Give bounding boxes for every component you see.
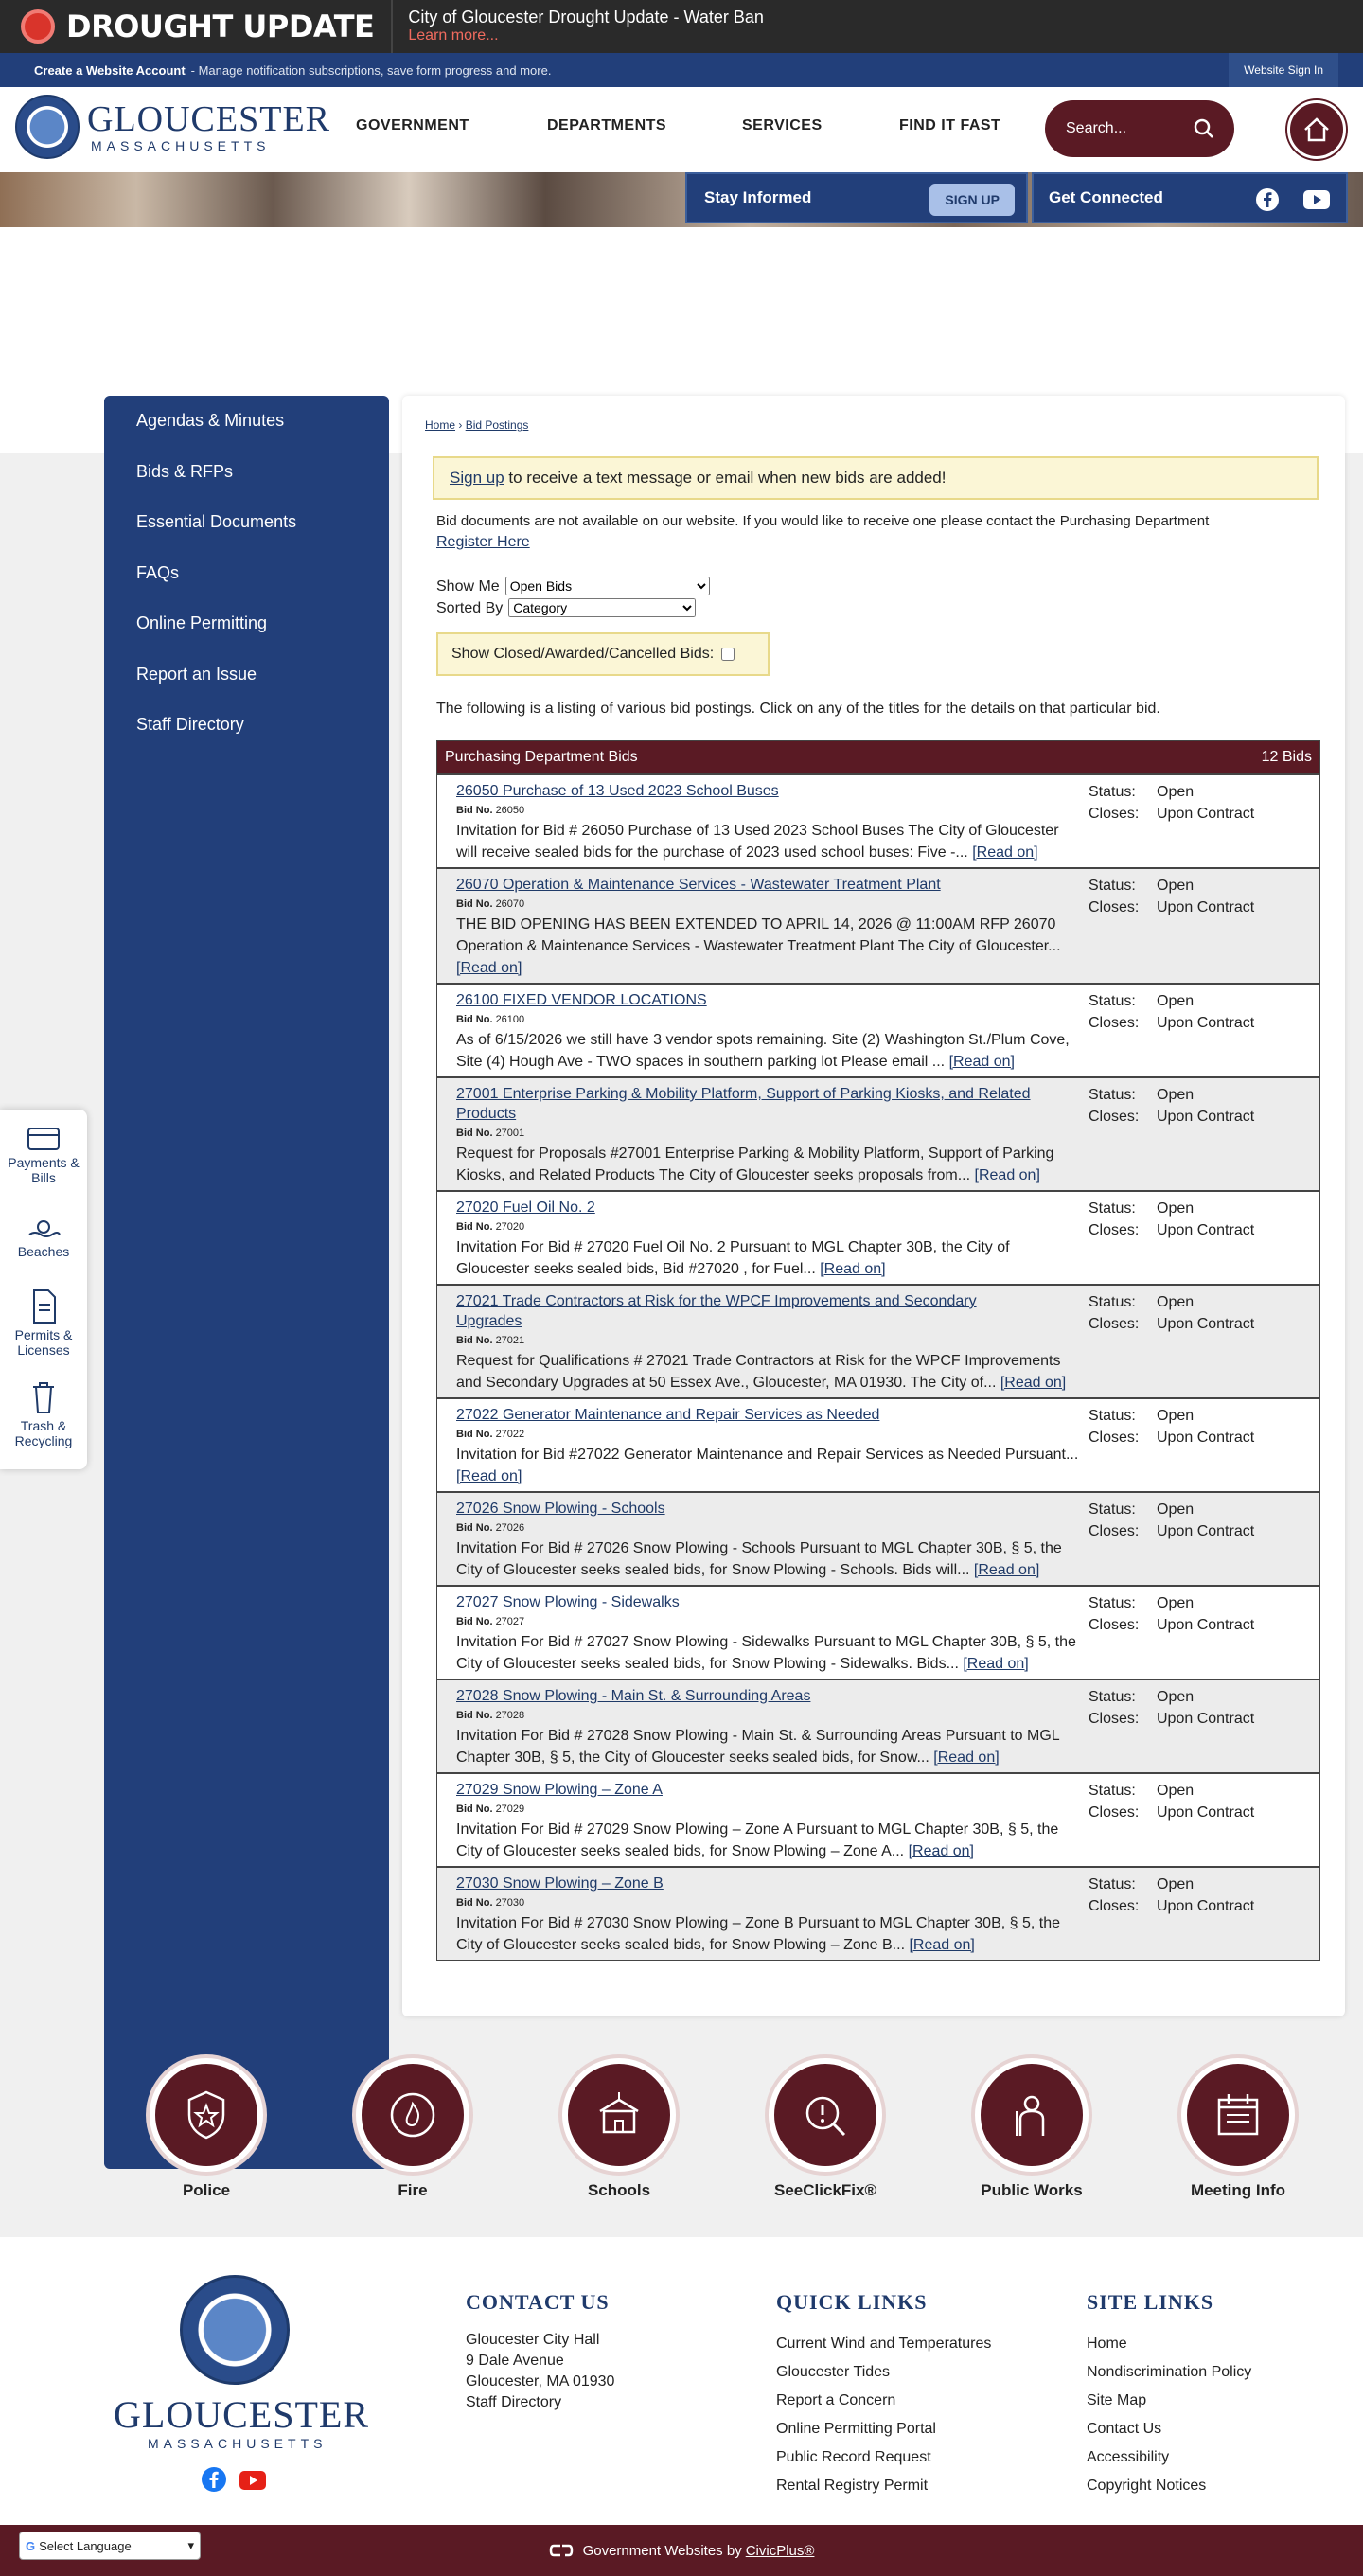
bid-title-link[interactable]: 27028 Snow Plowing - Main St. & Surrounding Areas xyxy=(456,1688,811,1704)
sorted-by-label: Sorted By xyxy=(436,600,504,616)
bid-number: Bid No. 27021 xyxy=(456,1335,525,1346)
trash-recycling-link[interactable] xyxy=(0,1378,87,1448)
bid-row xyxy=(437,1284,1319,1397)
beach-icon xyxy=(26,1214,62,1242)
account-bar xyxy=(0,53,1363,87)
bid-title-link[interactable]: 26070 Operation & Maintenance Services - Wastewater Treatment Plant xyxy=(456,877,941,893)
read-on-link[interactable]: [Read on] xyxy=(974,1167,1040,1183)
bid-number: Bid No. 27029 xyxy=(456,1803,525,1815)
chevron-down-icon: ▾ xyxy=(187,2538,194,2552)
city-seal-logo[interactable] xyxy=(15,95,80,159)
documents-note-text: Bid documents are not available on our website. If you would like to receive one please contact the Purchasing Department xyxy=(436,513,1210,529)
contact-line: Gloucester City Hall xyxy=(466,2332,600,2348)
public-works-label[interactable]: Public Works xyxy=(981,2181,1083,2199)
bid-row xyxy=(437,1076,1319,1190)
bid-number: Bid No. 27027 xyxy=(456,1616,525,1627)
bid-description: Invitation For Bid # 27027 Snow Plowing - Sidewalks Pursuant to MGL Chapter 30B, § 5, the City of Gloucester seeks sealed bids, for Snow Plowing - Sidewalks. Bids... [Read on] xyxy=(456,1634,1076,1672)
permits-licenses-label: Permits & Licenses xyxy=(14,1327,73,1358)
sidebar-nav xyxy=(104,396,389,2169)
show-closed-checkbox[interactable] xyxy=(721,648,735,661)
bid-description: Invitation For Bid # 27029 Snow Plowing – Zone A Pursuant to MGL Chapter 30B, § 5, the City of Gloucester seeks sealed bids, for Snow Plowing – Zone A... [Read on] xyxy=(456,1821,1059,1859)
payments-bills-link[interactable] xyxy=(0,1125,87,1185)
footer-city-seal[interactable] xyxy=(180,2275,290,2385)
seeclickfix-label[interactable]: SeeClickFix® xyxy=(774,2181,876,2199)
site-footer xyxy=(0,2237,1363,2525)
read-on-link[interactable]: [Read on] xyxy=(909,1937,975,1953)
contact-line: Gloucester, MA 01930 xyxy=(466,2373,615,2389)
footer-facebook-icon[interactable] xyxy=(201,2466,227,2493)
schools-label[interactable]: Schools xyxy=(587,2181,651,2199)
show-me-select[interactable] xyxy=(505,577,710,595)
bid-description: Invitation for Bid #27022 Generator Maintenance and Repair Services as Needed Pursuant... [Read on] xyxy=(456,1447,1079,1484)
trash-icon xyxy=(26,1378,62,1416)
sidebar-item-bids[interactable]: Bids & RFPs xyxy=(136,461,234,481)
sorted-by-select[interactable] xyxy=(508,598,696,617)
breadcrumb xyxy=(425,418,528,432)
bids-table xyxy=(436,740,1320,1961)
bids-table-title: Purchasing Department Bids xyxy=(445,749,638,765)
show-me-label: Show Me xyxy=(436,578,500,595)
website-sign-in-button[interactable]: Website Sign In xyxy=(1229,53,1338,87)
google-icon: G xyxy=(26,2538,36,2553)
language-select-label: Select Language xyxy=(39,2538,132,2553)
alert-title[interactable]: DROUGHT UPDATE xyxy=(66,9,375,44)
read-on-link[interactable]: [Read on] xyxy=(456,1468,522,1484)
read-on-link[interactable]: [Read on] xyxy=(973,1562,1040,1578)
beaches-link[interactable] xyxy=(0,1214,87,1259)
civicplus-link[interactable]: CivicPlus® xyxy=(745,2542,815,2559)
bid-title-link[interactable]: 27029 Snow Plowing – Zone A xyxy=(456,1782,663,1798)
bid-status: Status: Open Closes: Upon Contract xyxy=(1089,1783,1255,1821)
trash-recycling-label: Trash & Recycling xyxy=(14,1418,73,1448)
police-quicklink[interactable] xyxy=(150,2058,263,2172)
read-on-link[interactable]: [Read on] xyxy=(948,1054,1015,1070)
footer-contact xyxy=(466,2288,614,2413)
bid-description: Invitation For Bid # 27026 Snow Plowing - Schools Pursuant to MGL Chapter 30B, § 5, the City of Gloucester seeks sealed bids, for Snow Plowing - Schools. Bids will... [Read on] xyxy=(456,1540,1062,1578)
create-account-link[interactable]: Create a Website Account xyxy=(34,62,186,78)
footer-site-link[interactable]: Contact Us xyxy=(1087,2421,1162,2437)
footer-logo-subtitle: MASSACHUSETTS xyxy=(148,2436,327,2451)
civicplus-text: Government Websites by xyxy=(582,2542,742,2559)
worker-icon xyxy=(1003,2087,1060,2143)
staff-directory-link[interactable]: Staff Directory xyxy=(466,2394,562,2410)
footer-quick-link[interactable]: Public Record Request xyxy=(776,2449,931,2465)
divider xyxy=(391,0,393,53)
school-icon xyxy=(591,2087,647,2143)
bid-description: As of 6/15/2026 we still have 3 vendor spots remaining. Site (2) Washington St./Plum Cove, Site (4) Hough Ave - TWO spaces in southern parking lot Please email ... [Read on] xyxy=(456,1032,1070,1070)
bid-title-link[interactable]: 27001 Enterprise Parking & Mobility Platform, Support of Parking Kiosks, and Related Products xyxy=(456,1086,1031,1122)
bid-description: Invitation For Bid # 27030 Snow Plowing – Zone B Pursuant to MGL Chapter 30B, § 5, the City of Gloucester seeks sealed bids, for Snow Plowing – Zone B... [Read on] xyxy=(456,1915,1060,1953)
quick-services-tray xyxy=(0,1110,87,1469)
search-input[interactable] xyxy=(1045,100,1234,157)
bids-table-header xyxy=(437,741,1319,773)
stay-informed-panel xyxy=(685,172,1028,223)
bid-row xyxy=(437,983,1319,1076)
police-badge-icon xyxy=(178,2087,235,2143)
bid-number: Bid No. 26070 xyxy=(456,898,525,910)
bid-description: Request for Proposals #27001 Enterprise Parking & Mobility Platform, Support of Parking Kiosks, and Related Products The City of Gloucester seeks proposals from... [Read on] xyxy=(456,1146,1054,1183)
bid-row xyxy=(437,1585,1319,1679)
sidebar-item-essential-documents[interactable]: Essential Documents xyxy=(136,512,297,531)
footer-quick-link[interactable]: Current Wind and Temperatures xyxy=(776,2336,992,2352)
bid-row xyxy=(437,1772,1319,1866)
alert-learn-more-link[interactable]: Learn more... xyxy=(408,27,499,44)
footer-site-link[interactable]: Accessibility xyxy=(1087,2449,1170,2465)
sidebar-item-staff-directory[interactable]: Staff Directory xyxy=(136,715,244,734)
breadcrumb-current[interactable]: Bid Postings xyxy=(465,418,529,432)
nav-government[interactable]: GOVERNMENT xyxy=(356,117,469,133)
read-on-link[interactable]: [Read on] xyxy=(1000,1375,1067,1391)
civicplus-icon xyxy=(549,2543,574,2558)
read-on-link[interactable]: [Read on] xyxy=(963,1656,1029,1672)
bid-description: THE BID OPENING HAS BEEN EXTENDED TO APRIL 14, 2026 @ 11:00AM RFP 26070 Operation & Maintenance Services - Wastewater Treatment Plant The City of Gloucester... [Read on] xyxy=(456,916,1061,976)
bid-row xyxy=(437,773,1319,867)
account-description: - Manage notification subscriptions, save form progress and more. xyxy=(190,62,552,78)
bid-status: Status: Open Closes: Upon Contract xyxy=(1089,1087,1255,1125)
quick-links-heading: QUICK LINKS xyxy=(776,2290,928,2314)
show-closed-label: Show Closed/Awarded/Cancelled Bids: xyxy=(451,646,715,662)
sidebar-item-agendas[interactable]: Agendas & Minutes xyxy=(136,411,285,430)
civicplus-bar xyxy=(0,2525,1363,2576)
alert-bar xyxy=(0,0,1363,53)
bid-status: Status: Open Closes: Upon Contract xyxy=(1089,1501,1255,1539)
documents-note xyxy=(436,511,1209,553)
fire-quicklink[interactable] xyxy=(356,2058,469,2172)
bid-description: Invitation For Bid # 27028 Snow Plowing - Main St. & Surrounding Areas Pursuant to MGL Chapter 30B, § 5, the City of Gloucester seeks sealed bids, for Snow... [Read on] xyxy=(456,1728,1060,1766)
footer-logo-name: GLOUCESTER xyxy=(114,2393,369,2436)
footer-quick-link[interactable]: Report a Concern xyxy=(776,2392,896,2408)
bid-status: Status: Open Closes: Upon Contract xyxy=(1089,1294,1255,1332)
bid-row xyxy=(437,1491,1319,1585)
register-link[interactable]: Register Here xyxy=(436,534,530,550)
police-label[interactable]: Police xyxy=(182,2181,231,2199)
fire-label[interactable]: Fire xyxy=(398,2181,428,2199)
bid-status: Status: Open Closes: Upon Contract xyxy=(1089,784,1255,822)
bid-number: Bid No. 27030 xyxy=(456,1897,525,1909)
bid-status: Status: Open Closes: Upon Contract xyxy=(1089,1200,1255,1238)
bid-title-link[interactable]: 27022 Generator Maintenance and Repair Services as Needed xyxy=(456,1407,880,1423)
footer-quick-link[interactable]: Rental Registry Permit xyxy=(776,2478,929,2494)
facebook-icon[interactable] xyxy=(1255,187,1280,212)
alert-icon xyxy=(21,9,55,44)
bid-status: Status: Open Closes: Upon Contract xyxy=(1089,1876,1255,1914)
footer-site-link[interactable]: Site Map xyxy=(1087,2392,1147,2408)
bid-status: Status: Open Closes: Upon Contract xyxy=(1089,1408,1255,1446)
youtube-icon[interactable] xyxy=(1302,189,1331,210)
bids-count: 12 Bids xyxy=(1261,749,1312,765)
permits-licenses-link[interactable] xyxy=(0,1288,87,1358)
read-on-link[interactable]: [Read on] xyxy=(972,844,1038,861)
footer-site-link[interactable]: Nondiscrimination Policy xyxy=(1087,2364,1252,2380)
meeting-info-label[interactable]: Meeting Info xyxy=(1190,2181,1286,2199)
bid-status: Status: Open Closes: Upon Contract xyxy=(1089,1595,1255,1633)
contact-heading: CONTACT US xyxy=(466,2290,610,2314)
bid-number: Bid No. 27020 xyxy=(456,1221,525,1233)
seeclickfix-quicklink[interactable] xyxy=(769,2058,882,2172)
sign-up-button[interactable]: SIGN UP xyxy=(929,184,1015,216)
search-placeholder: Search... xyxy=(1066,120,1127,136)
logo-subtitle: MASSACHUSETTS xyxy=(91,138,271,153)
footer-youtube-icon[interactable] xyxy=(239,2470,267,2491)
bid-title-link[interactable]: 27027 Snow Plowing - Sidewalks xyxy=(456,1594,680,1610)
home-icon xyxy=(1301,115,1332,145)
breadcrumb-separator: › xyxy=(455,418,466,432)
bid-description: Request for Qualifications # 27021 Trade Contractors at Risk for the WPCF Improvements and Secondary Upgrades at 50 Essex Ave., Gloucester, MA 01930. The City of... [Read on] xyxy=(456,1353,1067,1391)
bid-row xyxy=(437,1679,1319,1772)
read-on-link[interactable]: [Read on] xyxy=(820,1261,886,1277)
nav-find-it-fast[interactable]: FIND IT FAST xyxy=(899,117,1001,133)
document-icon xyxy=(26,1288,62,1325)
intro-text: The following is a listing of various bid postings. Click on any of the titles for the details on that particular bid. xyxy=(436,701,1160,717)
read-on-link[interactable]: [Read on] xyxy=(908,1843,974,1859)
bid-title-link[interactable]: 27021 Trade Contractors at Risk for the WPCF Improvements and Secondary Upgrades xyxy=(456,1293,977,1329)
public-works-quicklink[interactable] xyxy=(975,2058,1089,2172)
logo-name[interactable]: GLOUCESTER xyxy=(87,99,330,139)
bid-title-link[interactable]: 26100 FIXED VENDOR LOCATIONS xyxy=(456,992,707,1008)
signup-link[interactable]: Sign up xyxy=(450,469,504,487)
bid-row xyxy=(437,1866,1319,1960)
bid-number: Bid No. 27026 xyxy=(456,1522,525,1534)
bid-title-link[interactable]: 26050 Purchase of 13 Used 2023 School Buses xyxy=(456,783,779,799)
bid-number: Bid No. 27028 xyxy=(456,1710,525,1721)
bid-title-link[interactable]: 27030 Snow Plowing – Zone B xyxy=(456,1875,664,1892)
search-icon[interactable] xyxy=(1193,117,1215,140)
schools-quicklink[interactable] xyxy=(562,2058,676,2172)
meeting-info-quicklink[interactable] xyxy=(1181,2058,1295,2172)
bid-number: Bid No. 26100 xyxy=(456,1014,525,1025)
alert-message: City of Gloucester Drought Update - Water Ban xyxy=(408,8,764,27)
stay-informed-label: Stay Informed xyxy=(704,188,812,206)
home-button[interactable] xyxy=(1287,100,1346,159)
nav-services[interactable]: SERVICES xyxy=(742,117,823,133)
show-closed-box xyxy=(436,632,770,676)
bid-row xyxy=(437,1190,1319,1284)
bid-title-link[interactable]: 27020 Fuel Oil No. 2 xyxy=(456,1199,595,1216)
footer-quick-link[interactable]: Online Permitting Portal xyxy=(776,2421,936,2437)
get-connected-label: Get Connected xyxy=(1049,188,1163,206)
contact-line: 9 Dale Avenue xyxy=(466,2353,564,2369)
footer-site-links xyxy=(1087,2288,1251,2500)
bid-description: Invitation For Bid # 27020 Fuel Oil No. 2 Pursuant to MGL Chapter 30B, the City of Gloucester seeks sealed bids, Bid #27020 , for Fuel... [Read on] xyxy=(456,1239,1010,1277)
fire-emblem-icon xyxy=(384,2087,441,2143)
footer-site-link[interactable]: Home xyxy=(1087,2336,1127,2352)
get-connected-panel xyxy=(1032,172,1348,223)
read-on-link[interactable]: [Read on] xyxy=(456,960,522,976)
site-header xyxy=(0,87,1363,172)
bid-number: Bid No. 26050 xyxy=(456,805,525,816)
site-links-heading: SITE LINKS xyxy=(1087,2290,1214,2314)
footer-quick-link[interactable]: Gloucester Tides xyxy=(776,2364,891,2380)
calendar-icon xyxy=(1210,2087,1266,2143)
sidebar-item-faqs[interactable]: FAQs xyxy=(136,562,180,582)
beaches-label: Beaches xyxy=(17,1244,70,1259)
main-content xyxy=(402,396,1345,2016)
bid-number: Bid No. 27022 xyxy=(456,1429,525,1440)
nav-departments[interactable]: DEPARTMENTS xyxy=(547,117,667,133)
language-select[interactable] xyxy=(19,2532,201,2560)
bid-row xyxy=(437,1397,1319,1491)
seeclickfix-icon xyxy=(797,2087,854,2143)
footer-site-link[interactable]: Copyright Notices xyxy=(1087,2478,1207,2494)
bid-row xyxy=(437,867,1319,983)
sidebar-item-online-permitting[interactable]: Online Permitting xyxy=(136,613,268,632)
footer-quick-links xyxy=(776,2288,991,2500)
breadcrumb-home[interactable]: Home xyxy=(425,418,456,432)
bid-filters xyxy=(436,576,710,619)
bid-number: Bid No. 27001 xyxy=(456,1128,525,1139)
read-on-link[interactable]: [Read on] xyxy=(933,1750,1000,1766)
bid-status: Status: Open Closes: Upon Contract xyxy=(1089,1689,1255,1727)
bid-description: Invitation for Bid # 26050 Purchase of 13 Used 2023 School Buses The City of Gloucester will receive sealed bids for the purchase of 2023 used school buses: Five -... [Read on] xyxy=(456,823,1059,861)
bid-status: Status: Open Closes: Upon Contract xyxy=(1089,878,1255,915)
bid-status: Status: Open Closes: Upon Contract xyxy=(1089,993,1255,1031)
signup-notice-text: to receive a text message or email when new bids are added! xyxy=(504,469,947,487)
signup-notice xyxy=(433,456,1319,500)
sidebar-item-report-issue[interactable]: Report an Issue xyxy=(136,664,257,684)
bid-title-link[interactable]: 27026 Snow Plowing - Schools xyxy=(456,1501,665,1517)
credit-card-icon xyxy=(26,1125,62,1153)
payments-bills-label: Payments & Bills xyxy=(8,1155,80,1185)
